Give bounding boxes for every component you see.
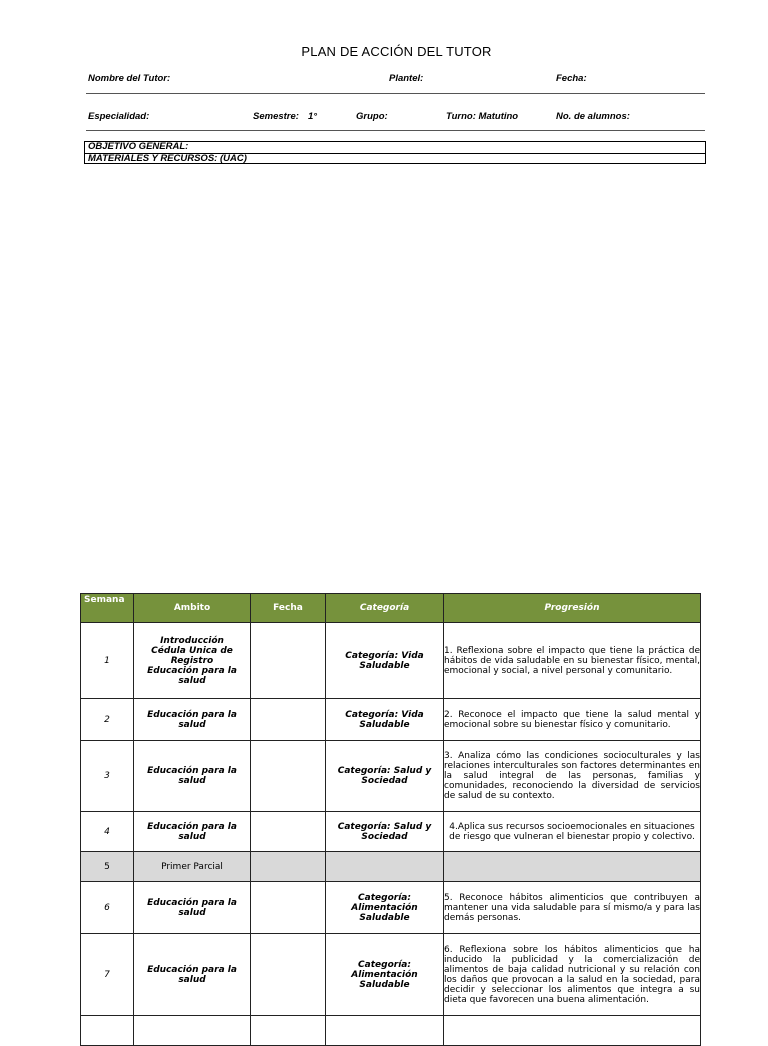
semana-cell: 5 xyxy=(81,852,134,882)
categoria-cell: Categoría: Salud y Sociedad xyxy=(326,812,444,852)
progresion-cell: 2. Reconoce el impacto que tiene la salud mental y emocional sobre su bienestar físico y comunitario. xyxy=(444,699,701,741)
fecha-label: Fecha: xyxy=(556,73,587,84)
ambito-cell: Primer Parcial xyxy=(134,852,251,882)
fecha-cell xyxy=(251,741,326,812)
table-row xyxy=(81,699,701,741)
col-header-progresion: Progresión xyxy=(444,594,701,623)
progresion-cell xyxy=(444,852,701,882)
categoria-cell: Categoría: Salud y Sociedad xyxy=(326,741,444,812)
table-row xyxy=(81,812,701,852)
table-row xyxy=(81,934,701,1016)
categoria-cell xyxy=(326,852,444,882)
semana-cell: 3 xyxy=(81,741,134,812)
plan-table xyxy=(80,593,701,1046)
table-row xyxy=(81,882,701,934)
table-row xyxy=(81,741,701,812)
fecha-cell xyxy=(251,852,326,882)
semestre-value: 1° xyxy=(308,111,318,122)
fecha-cell xyxy=(251,699,326,741)
especialidad-label: Especialidad: xyxy=(88,111,150,122)
divider xyxy=(86,93,705,94)
table-header-row xyxy=(81,594,701,623)
progresion-cell: 4.Aplica sus recursos socioemocionales en situaciones de riesgo que vulneran el bienestar propio y colectivo. xyxy=(444,812,701,852)
progresion-cell: 6. Reflexiona sobre los hábitos alimenticios que ha inducido la publicidad y la comercialización de alimentos de baja calidad nutricional y su relación con los daños que provocan a la salud en la sociedad, para decidir y seleccionar los alimentos que integra a su dieta que favorecen una buena alimentación. xyxy=(444,934,701,1016)
semana-cell: 1 xyxy=(81,623,134,699)
table-row xyxy=(81,1016,701,1046)
col-header-categoria: Categoría xyxy=(326,594,444,623)
table-row xyxy=(81,852,701,882)
ambito-text: Introducción Cédula Unica de Registro Educación para la salud xyxy=(147,635,237,686)
ambito-cell: Educación para la salud xyxy=(134,741,251,812)
objectives-box xyxy=(84,141,706,164)
ambito-cell xyxy=(134,623,251,699)
col-header-semana: Semana xyxy=(81,594,134,623)
categoria-cell: Categoría: Alimentación Saludable xyxy=(326,882,444,934)
ambito-cell: Educación para la salud xyxy=(134,812,251,852)
categoria-cell xyxy=(326,1016,444,1046)
divider xyxy=(86,130,705,131)
categoria-cell: Categoría: Vida Saludable xyxy=(326,699,444,741)
ambito-cell: Educación para la salud xyxy=(134,699,251,741)
turno-label: Turno: Matutino xyxy=(446,111,519,122)
ambito-cell: Educación para la salud xyxy=(134,882,251,934)
grupo-label: Grupo: xyxy=(356,111,388,122)
fecha-cell xyxy=(251,1016,326,1046)
tutor-name-label: Nombre del Tutor: xyxy=(88,73,171,84)
ambito-cell: Educación para la salud xyxy=(134,934,251,1016)
alumnos-label: No. de alumnos: xyxy=(556,111,630,122)
col-header-fecha: Fecha xyxy=(251,594,326,623)
progresion-cell xyxy=(444,1016,701,1046)
col-header-ambito: Ambito xyxy=(134,594,251,623)
progresion-cell: 3. Analiza cómo las condiciones socioculturales y las relaciones interculturales son factores determinantes en la salud integral de las personas, familias y comunidades, reconociendo la diversidad de servicios de salud de su contexto. xyxy=(444,741,701,812)
fecha-cell xyxy=(251,623,326,699)
page-title: PLAN DE ACCIÓN DEL TUTOR xyxy=(301,44,492,59)
semestre-label: Semestre: xyxy=(253,111,299,122)
materiales-recursos: MATERIALES Y RECURSOS: (UAC) xyxy=(85,153,705,164)
plantel-label: Plantel: xyxy=(389,73,424,84)
ambito-cell xyxy=(134,1016,251,1046)
semana-cell xyxy=(81,1016,134,1046)
semana-cell: 4 xyxy=(81,812,134,852)
fecha-cell xyxy=(251,934,326,1016)
semana-cell: 6 xyxy=(81,882,134,934)
categoria-cell: Categoría: Vida Saludable xyxy=(326,623,444,699)
objetivo-general: OBJETIVO GENERAL: xyxy=(88,141,189,152)
semana-cell: 2 xyxy=(81,699,134,741)
progresion-cell: 5. Reconoce hábitos alimenticios que contribuyen a mantener una vida saludable para sí mismo/a y para las demás personas. xyxy=(444,882,701,934)
fecha-cell xyxy=(251,882,326,934)
table-row xyxy=(81,623,701,699)
categoria-cell: Categoría: Alimentación Saludable xyxy=(326,934,444,1016)
progresion-cell: 1. Reflexiona sobre el impacto que tiene la práctica de hábitos de vida saludable en su bienestar físico, mental, emocional y social, a nivel personal y comunitario. xyxy=(444,623,701,699)
semana-cell: 7 xyxy=(81,934,134,1016)
fecha-cell xyxy=(251,812,326,852)
